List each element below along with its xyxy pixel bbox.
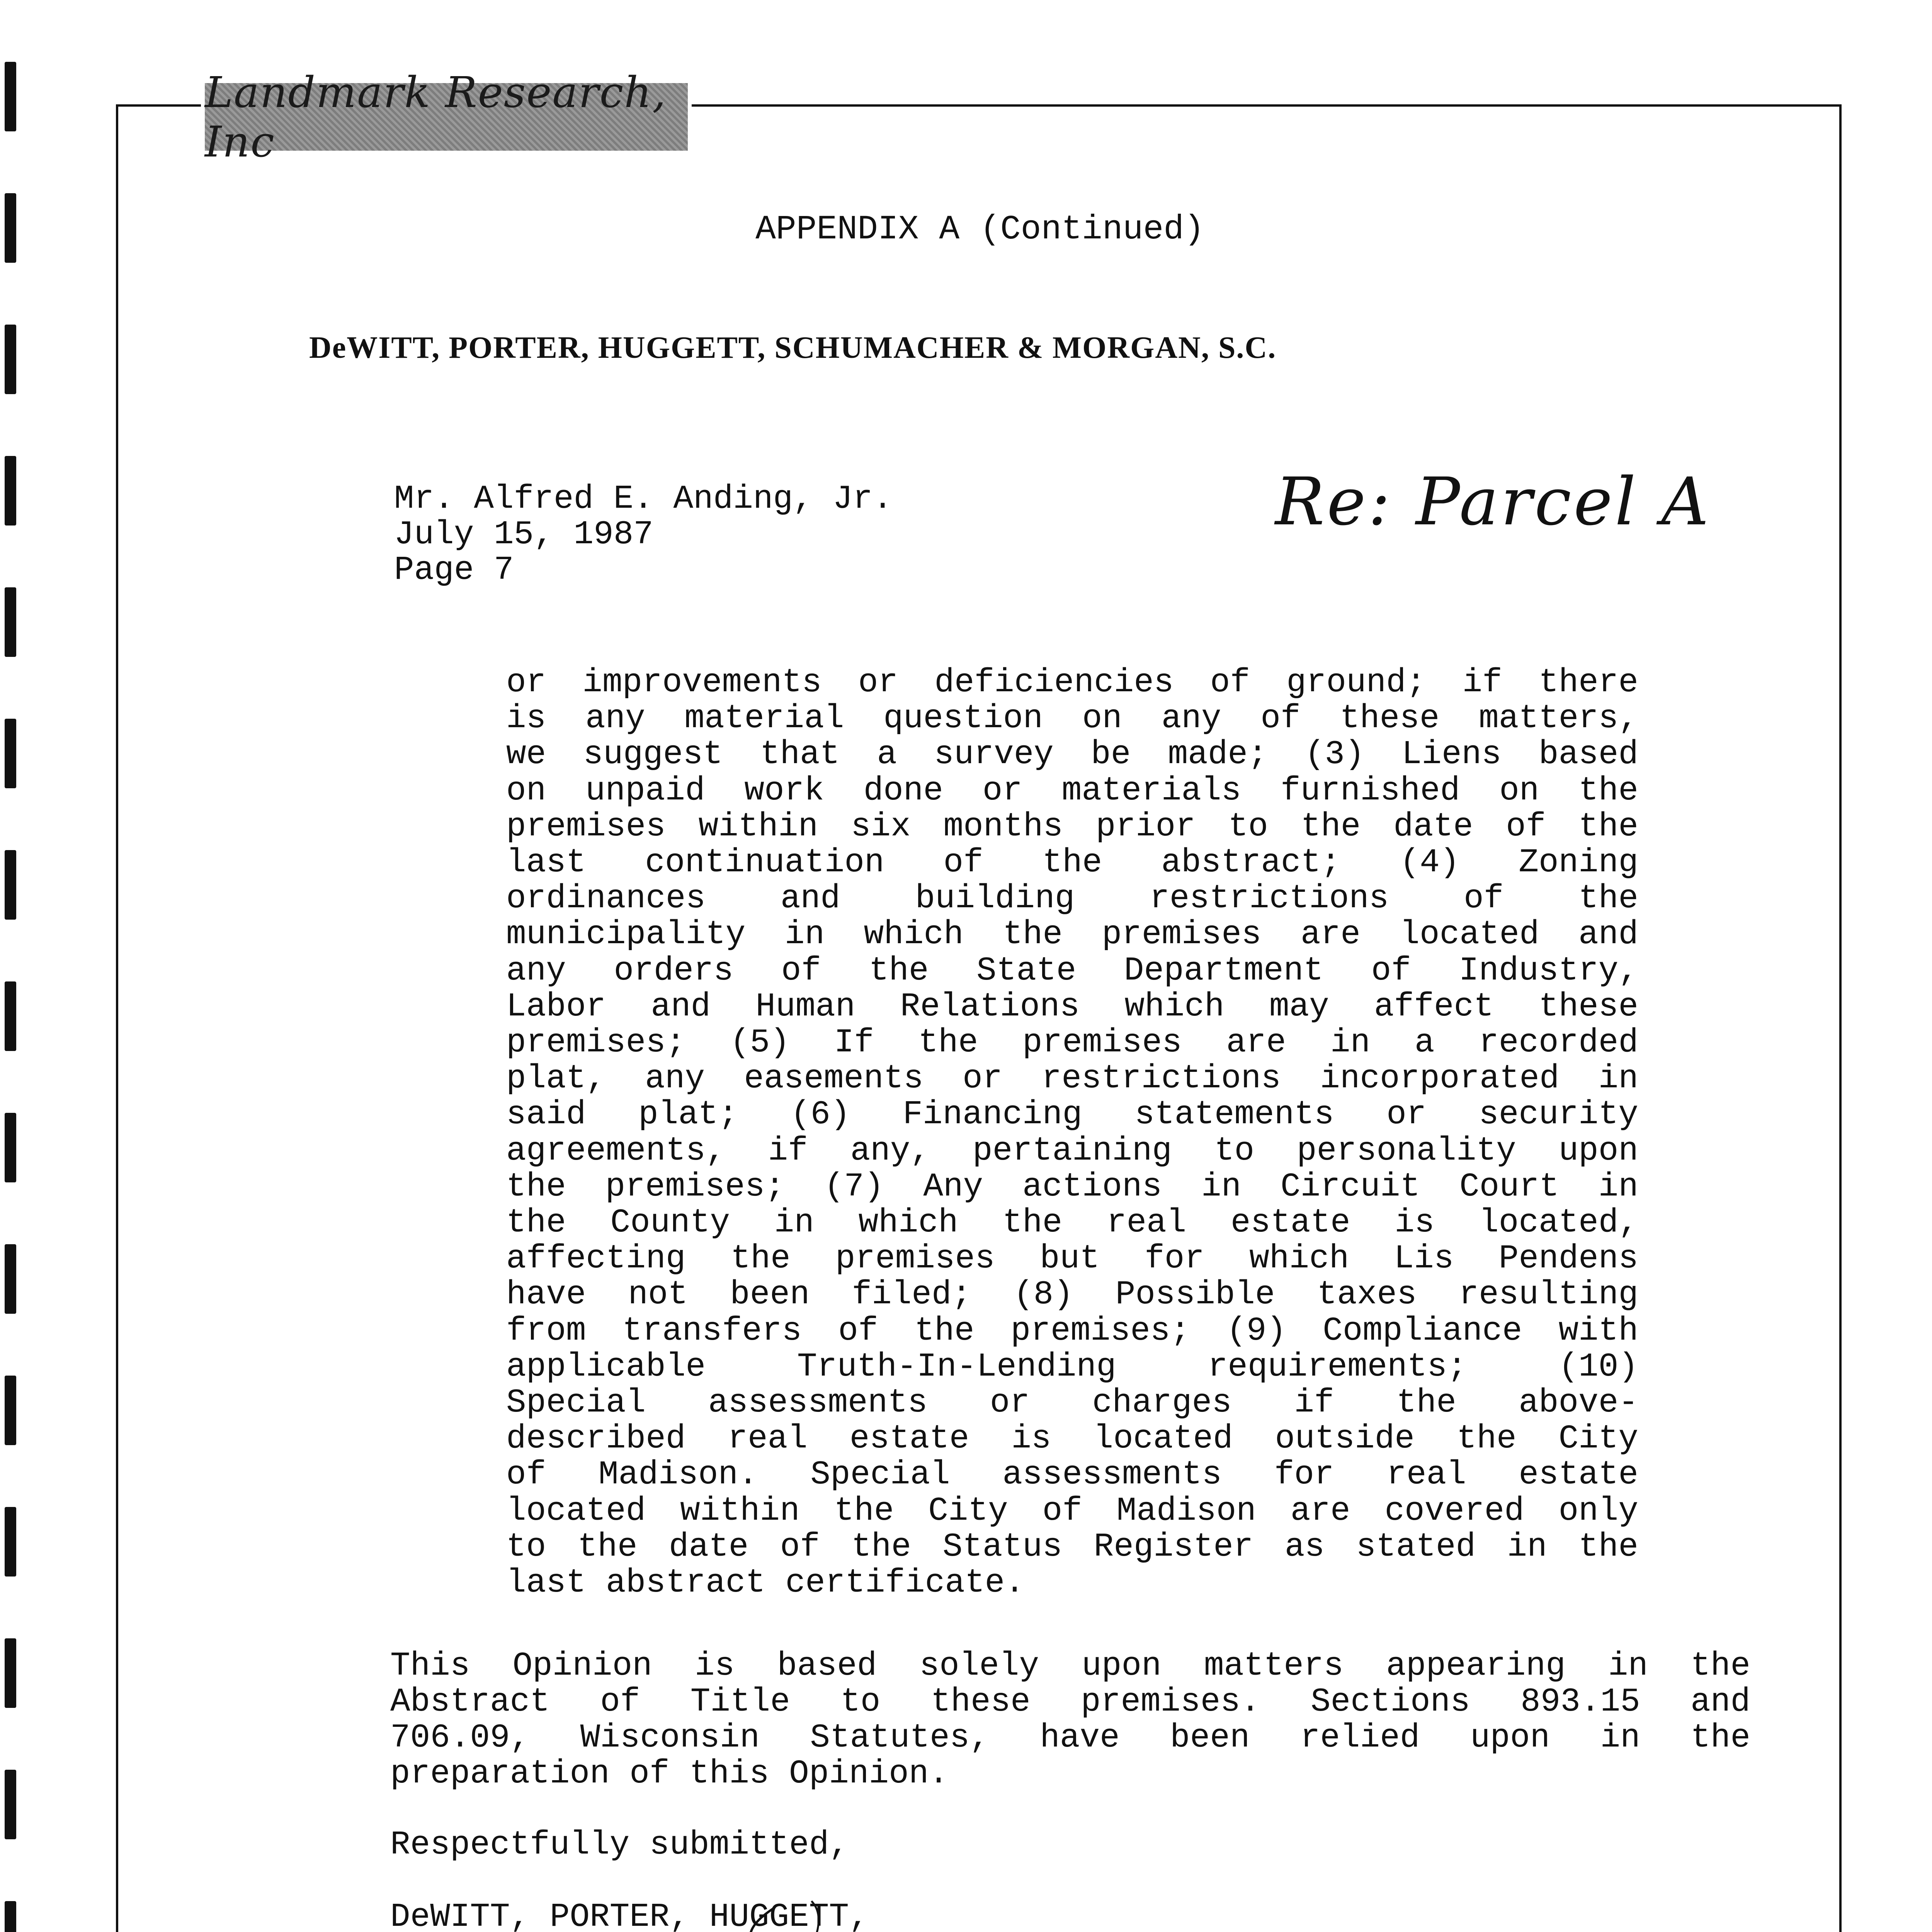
handwritten-note: Re: Parcel A <box>1275 464 1711 540</box>
binder-hole <box>5 719 16 788</box>
binder-hole <box>5 1901 16 1932</box>
body-line: any orders of the State Department of Industry, <box>506 951 1638 990</box>
binder-hole <box>5 1770 16 1839</box>
binder-hole <box>5 587 16 657</box>
body-line: of Madison. Special assessments for real estate <box>506 1456 1638 1494</box>
body-line: to the date of the Status Register as stated in the <box>506 1527 1638 1566</box>
frame-left <box>116 104 118 1932</box>
body-line: we suggest that a survey be made; (3) Liens based <box>506 735 1638 774</box>
body-line: municipality in which the premises are located and <box>506 915 1638 954</box>
binder-hole <box>5 850 16 920</box>
body-line: located within the City of Madison are covered only <box>506 1492 1638 1530</box>
opinion-paragraph <box>390 1648 1750 1792</box>
body-line: Labor and Human Relations which may affect these <box>506 987 1638 1026</box>
landmark-logo <box>205 67 688 167</box>
binder-hole <box>5 456 16 526</box>
binder-hole <box>5 1638 16 1708</box>
body-line: affecting the premises but for which Lis Pendens <box>506 1240 1638 1278</box>
frame-right <box>1839 104 1842 1932</box>
body-line: last continuation of the abstract; (4) Zoning <box>506 844 1638 882</box>
letter-date: July 15, 1987 <box>394 515 653 553</box>
binder-hole <box>5 1376 16 1445</box>
handwritten-signature <box>456 1893 1171 1932</box>
closing-salutation: Respectfully submitted, <box>390 1826 849 1864</box>
body-line: the County in which the real estate is located, <box>506 1204 1638 1242</box>
binder-hole <box>5 1244 16 1314</box>
body-line: Special assessments or charges if the above- <box>506 1384 1638 1422</box>
body-line: said plat; (6) Financing statements or security <box>506 1095 1638 1134</box>
body-line: on unpaid work done or materials furnished on the <box>506 771 1638 810</box>
body-line: premises within six months prior to the date of the <box>506 807 1638 845</box>
recipient-name: Mr. Alfred E. Anding, Jr. <box>394 480 893 518</box>
appendix-title: APPENDIX A (Continued) <box>755 211 1204 249</box>
binder-hole <box>5 1507 16 1577</box>
body-line: last abstract certificate. <box>506 1564 1025 1602</box>
binder-hole <box>5 981 16 1051</box>
body-line: premises; (5) If the premises are in a recorded <box>506 1024 1638 1062</box>
firm-letterhead: DeWITT, PORTER, HUGGETT, SCHUMACHER & MORGAN, S.C. <box>309 331 1277 365</box>
body-line: have not been filed; (8) Possible taxes resulting <box>506 1276 1638 1314</box>
body-line: plat, any easements or restrictions incorporated in <box>506 1060 1638 1098</box>
frame-top-left <box>116 104 201 107</box>
binder-hole <box>5 62 16 131</box>
body-line: agreements, if any, pertaining to personality upon <box>506 1131 1638 1170</box>
opinion-line: Abstract of Title to these premises. Sections 893.15 and <box>390 1683 1750 1721</box>
body-line: is any material question on any of these matters, <box>506 699 1638 738</box>
opinion-line: This Opinion is based solely upon matters appearing in the <box>390 1647 1750 1685</box>
body-paragraph <box>506 665 1638 1601</box>
logo-text: Landmark Research, Inc <box>205 67 667 167</box>
letter-page: Page 7 <box>394 551 514 589</box>
binder-holes <box>0 0 23 1932</box>
body-line: or improvements or deficiencies of ground; if there <box>506 663 1638 701</box>
body-line: ordinances and building restrictions of the <box>506 879 1638 918</box>
body-line: applicable Truth-In-Lending requirements; (10) <box>506 1347 1638 1386</box>
frame-top-right <box>692 104 1841 107</box>
binder-hole <box>5 325 16 394</box>
body-line: the premises; (7) Any actions in Circuit Court in <box>506 1167 1638 1206</box>
binder-hole <box>5 1113 16 1182</box>
signature-firm-line: DeWITT, PORTER, HUGGETT, <box>390 1898 869 1932</box>
opinion-line: preparation of this Opinion. <box>390 1755 949 1793</box>
body-line: described real estate is located outside the City <box>506 1420 1638 1458</box>
address-block <box>394 481 893 588</box>
body-line: from transfers of the premises; (9) Compliance with <box>506 1311 1638 1350</box>
opinion-line: 706.09, Wisconsin Statutes, have been relied upon in the <box>390 1719 1750 1757</box>
